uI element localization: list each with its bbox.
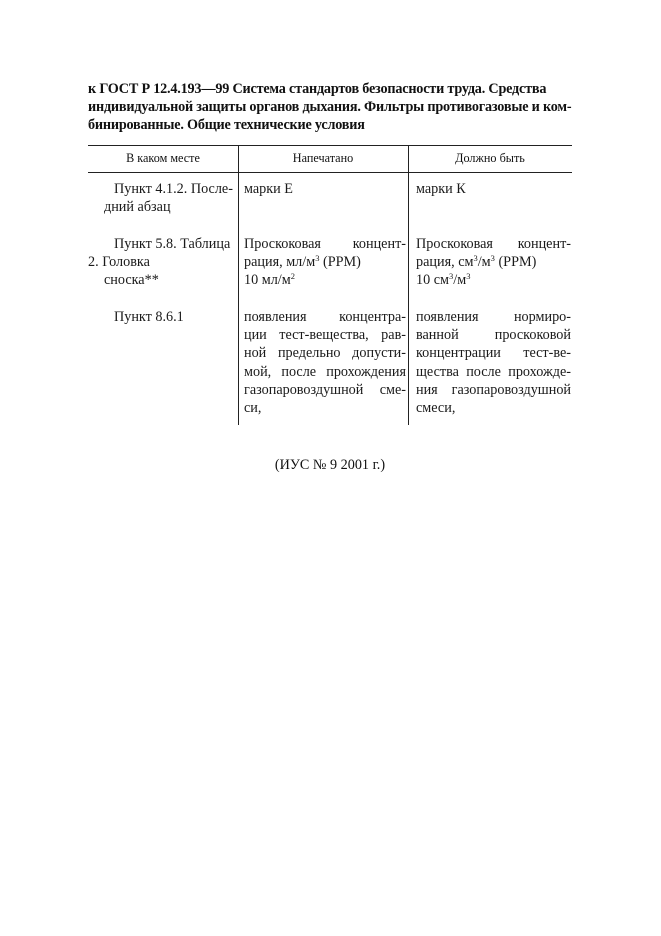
cell-line: марки Е bbox=[244, 181, 293, 197]
title-line: бинированные. Общие технические условия bbox=[88, 117, 365, 133]
table-cell-printed bbox=[244, 235, 406, 290]
cell-line: сноска** bbox=[104, 272, 159, 289]
table-cell-place bbox=[104, 180, 234, 216]
table-cell-correct bbox=[416, 235, 571, 290]
column-divider bbox=[408, 145, 409, 425]
cell-line: концентрации тест-ве- bbox=[416, 345, 571, 362]
cell-line: ванной проскоковой bbox=[416, 327, 571, 344]
title-line: индивидуальной защиты органов дыхания. Фильтры противогазовые и ком- bbox=[88, 99, 572, 115]
cell-line: ния газопаровоздушной bbox=[416, 381, 571, 398]
cell-line: Пункт 8.6.1 bbox=[114, 309, 184, 325]
cell-line: рация, $см^3/м^3$ (PPM) bbox=[416, 253, 537, 271]
title-line: к ГОСТ Р 12.4.193—99 Система стандартов безопасности труда. Средства bbox=[88, 81, 547, 97]
table-cell-printed bbox=[244, 308, 406, 417]
header-place: В каком месте bbox=[126, 151, 200, 165]
page-title bbox=[88, 80, 588, 134]
cell-line: марки К bbox=[416, 181, 466, 197]
cell-line: смеси, bbox=[416, 400, 456, 417]
table-cell-correct bbox=[416, 180, 571, 198]
table-cell-correct bbox=[416, 308, 571, 417]
cell-line: дний абзац bbox=[104, 199, 171, 216]
cell-line: 2. Головка bbox=[88, 254, 150, 271]
table-cell-place bbox=[88, 235, 234, 290]
table-cell-place bbox=[104, 308, 234, 326]
cell-line: мой, после прохождения bbox=[244, 363, 406, 380]
cell-line: появления нормиро- bbox=[416, 309, 571, 325]
header-correct: Должно быть bbox=[455, 151, 525, 165]
cell-line: ной предельно допусти- bbox=[244, 345, 406, 362]
column-divider bbox=[238, 145, 239, 425]
cell-line: Пункт 4.1.2. После- bbox=[114, 181, 233, 197]
cell-line: Пункт 5.8. Таблица bbox=[114, 236, 231, 252]
cell-line: Проскоковая концент- bbox=[244, 236, 406, 252]
table-top-rule bbox=[88, 145, 572, 146]
table-header-rule bbox=[88, 172, 572, 173]
cell-line: 10 $мл/м^2$ bbox=[244, 271, 295, 289]
footer-source-note: (ИУС № 9 2001 г.) bbox=[274, 457, 386, 473]
cell-line: рация, $мл/м^3$ (PPM) bbox=[244, 253, 361, 271]
cell-line: появления концентра- bbox=[244, 309, 406, 325]
cell-line: Проскоковая концент- bbox=[416, 236, 571, 252]
table-cell-printed bbox=[244, 180, 406, 198]
cell-line: щества после прохожде- bbox=[416, 363, 571, 380]
cell-line: си, bbox=[244, 400, 262, 417]
header-printed: Напечатано bbox=[292, 151, 354, 165]
cell-line: газопаровоздушной сме- bbox=[244, 381, 406, 398]
cell-line: ции тест-вещества, рав- bbox=[244, 327, 406, 344]
cell-line: 10 $см^3/м^3$ bbox=[416, 271, 471, 289]
